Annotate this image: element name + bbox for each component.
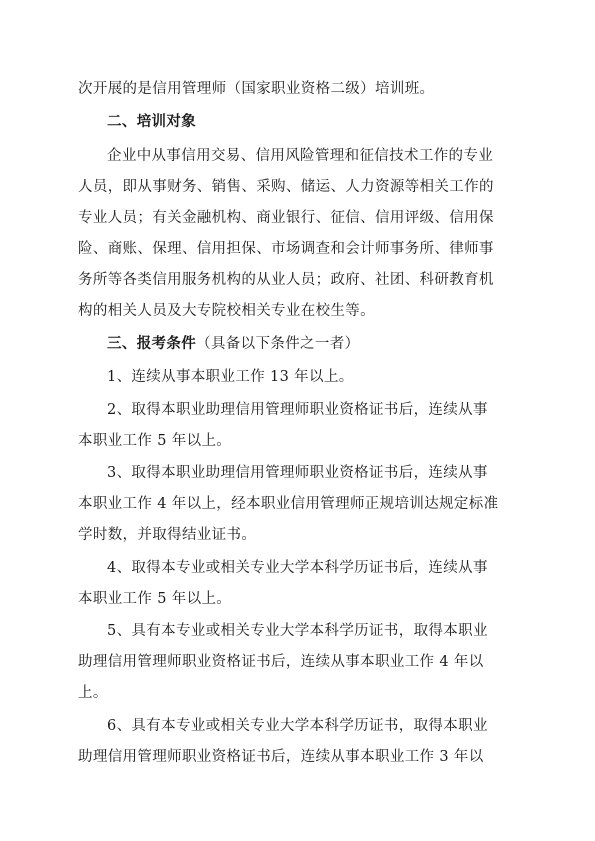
section-2-line-4: 险、商账、保理、信用担保、市场调查和会计师事务所、律师事 bbox=[78, 241, 494, 257]
section-2-line-2: 人员，即从事财务、销售、采购、储运、人力资源等相关工作的 bbox=[78, 179, 494, 195]
condition-2-line-2: 本职业工作 5 年以上。 bbox=[78, 433, 232, 449]
condition-4-line-2: 本职业工作 5 年以上。 bbox=[78, 591, 232, 607]
section-2-line-1: 企业中从事信用交易、信用风险管理和征信技术工作的专业 bbox=[107, 148, 494, 164]
intro-line: 次开展的是信用管理师（国家职业资格二级）培训班。 bbox=[78, 81, 435, 97]
section-2-line-6: 构的相关人员及大专院校相关专业在校生等。 bbox=[78, 303, 375, 319]
section-3-heading-row bbox=[107, 334, 547, 354]
section-2-line-5: 务所等各类信用服务机构的从业人员；政府、社团、科研教育机 bbox=[78, 272, 494, 288]
condition-6-line-2: 助理信用管理师职业资格证书后，连续从事本职业工作 3 年以 bbox=[78, 749, 484, 765]
condition-5-line-3: 上。 bbox=[78, 685, 108, 701]
section-3-heading: 三、报考条件 bbox=[107, 335, 197, 352]
condition-6-line-1: 6、具有本专业或相关专业大学本科学历证书，取得本职业 bbox=[107, 718, 488, 734]
condition-4-line-1: 4、取得本专业或相关专业大学本科学历证书后，连续从事 bbox=[107, 560, 488, 576]
condition-5-line-2: 助理信用管理师职业资格证书后，连续从事本职业工作 4 年以 bbox=[78, 654, 484, 670]
condition-2-line-1: 2、取得本职业助理信用管理师职业资格证书后，连续从事 bbox=[107, 402, 488, 418]
condition-3-line-2: 本职业工作 4 年以上，经本职业信用管理师正规培训达规定标准 bbox=[78, 496, 499, 512]
condition-1-line-1: 1、连续从事本职业工作 13 年以上。 bbox=[107, 369, 354, 385]
condition-5-line-1: 5、具有本专业或相关专业大学本科学历证书，取得本职业 bbox=[107, 623, 488, 639]
section-2-heading: 二、培训对象 bbox=[107, 113, 197, 130]
section-3-heading-note: （具备以下条件之一者） bbox=[196, 336, 360, 352]
section-2-line-3: 专业人员；有关金融机构、商业银行、征信、信用评级、信用保 bbox=[78, 210, 494, 226]
condition-3-line-3: 学时数，并取得结业证书。 bbox=[78, 527, 257, 543]
condition-3-line-1: 3、取得本职业助理信用管理师职业资格证书后，连续从事 bbox=[107, 465, 488, 481]
